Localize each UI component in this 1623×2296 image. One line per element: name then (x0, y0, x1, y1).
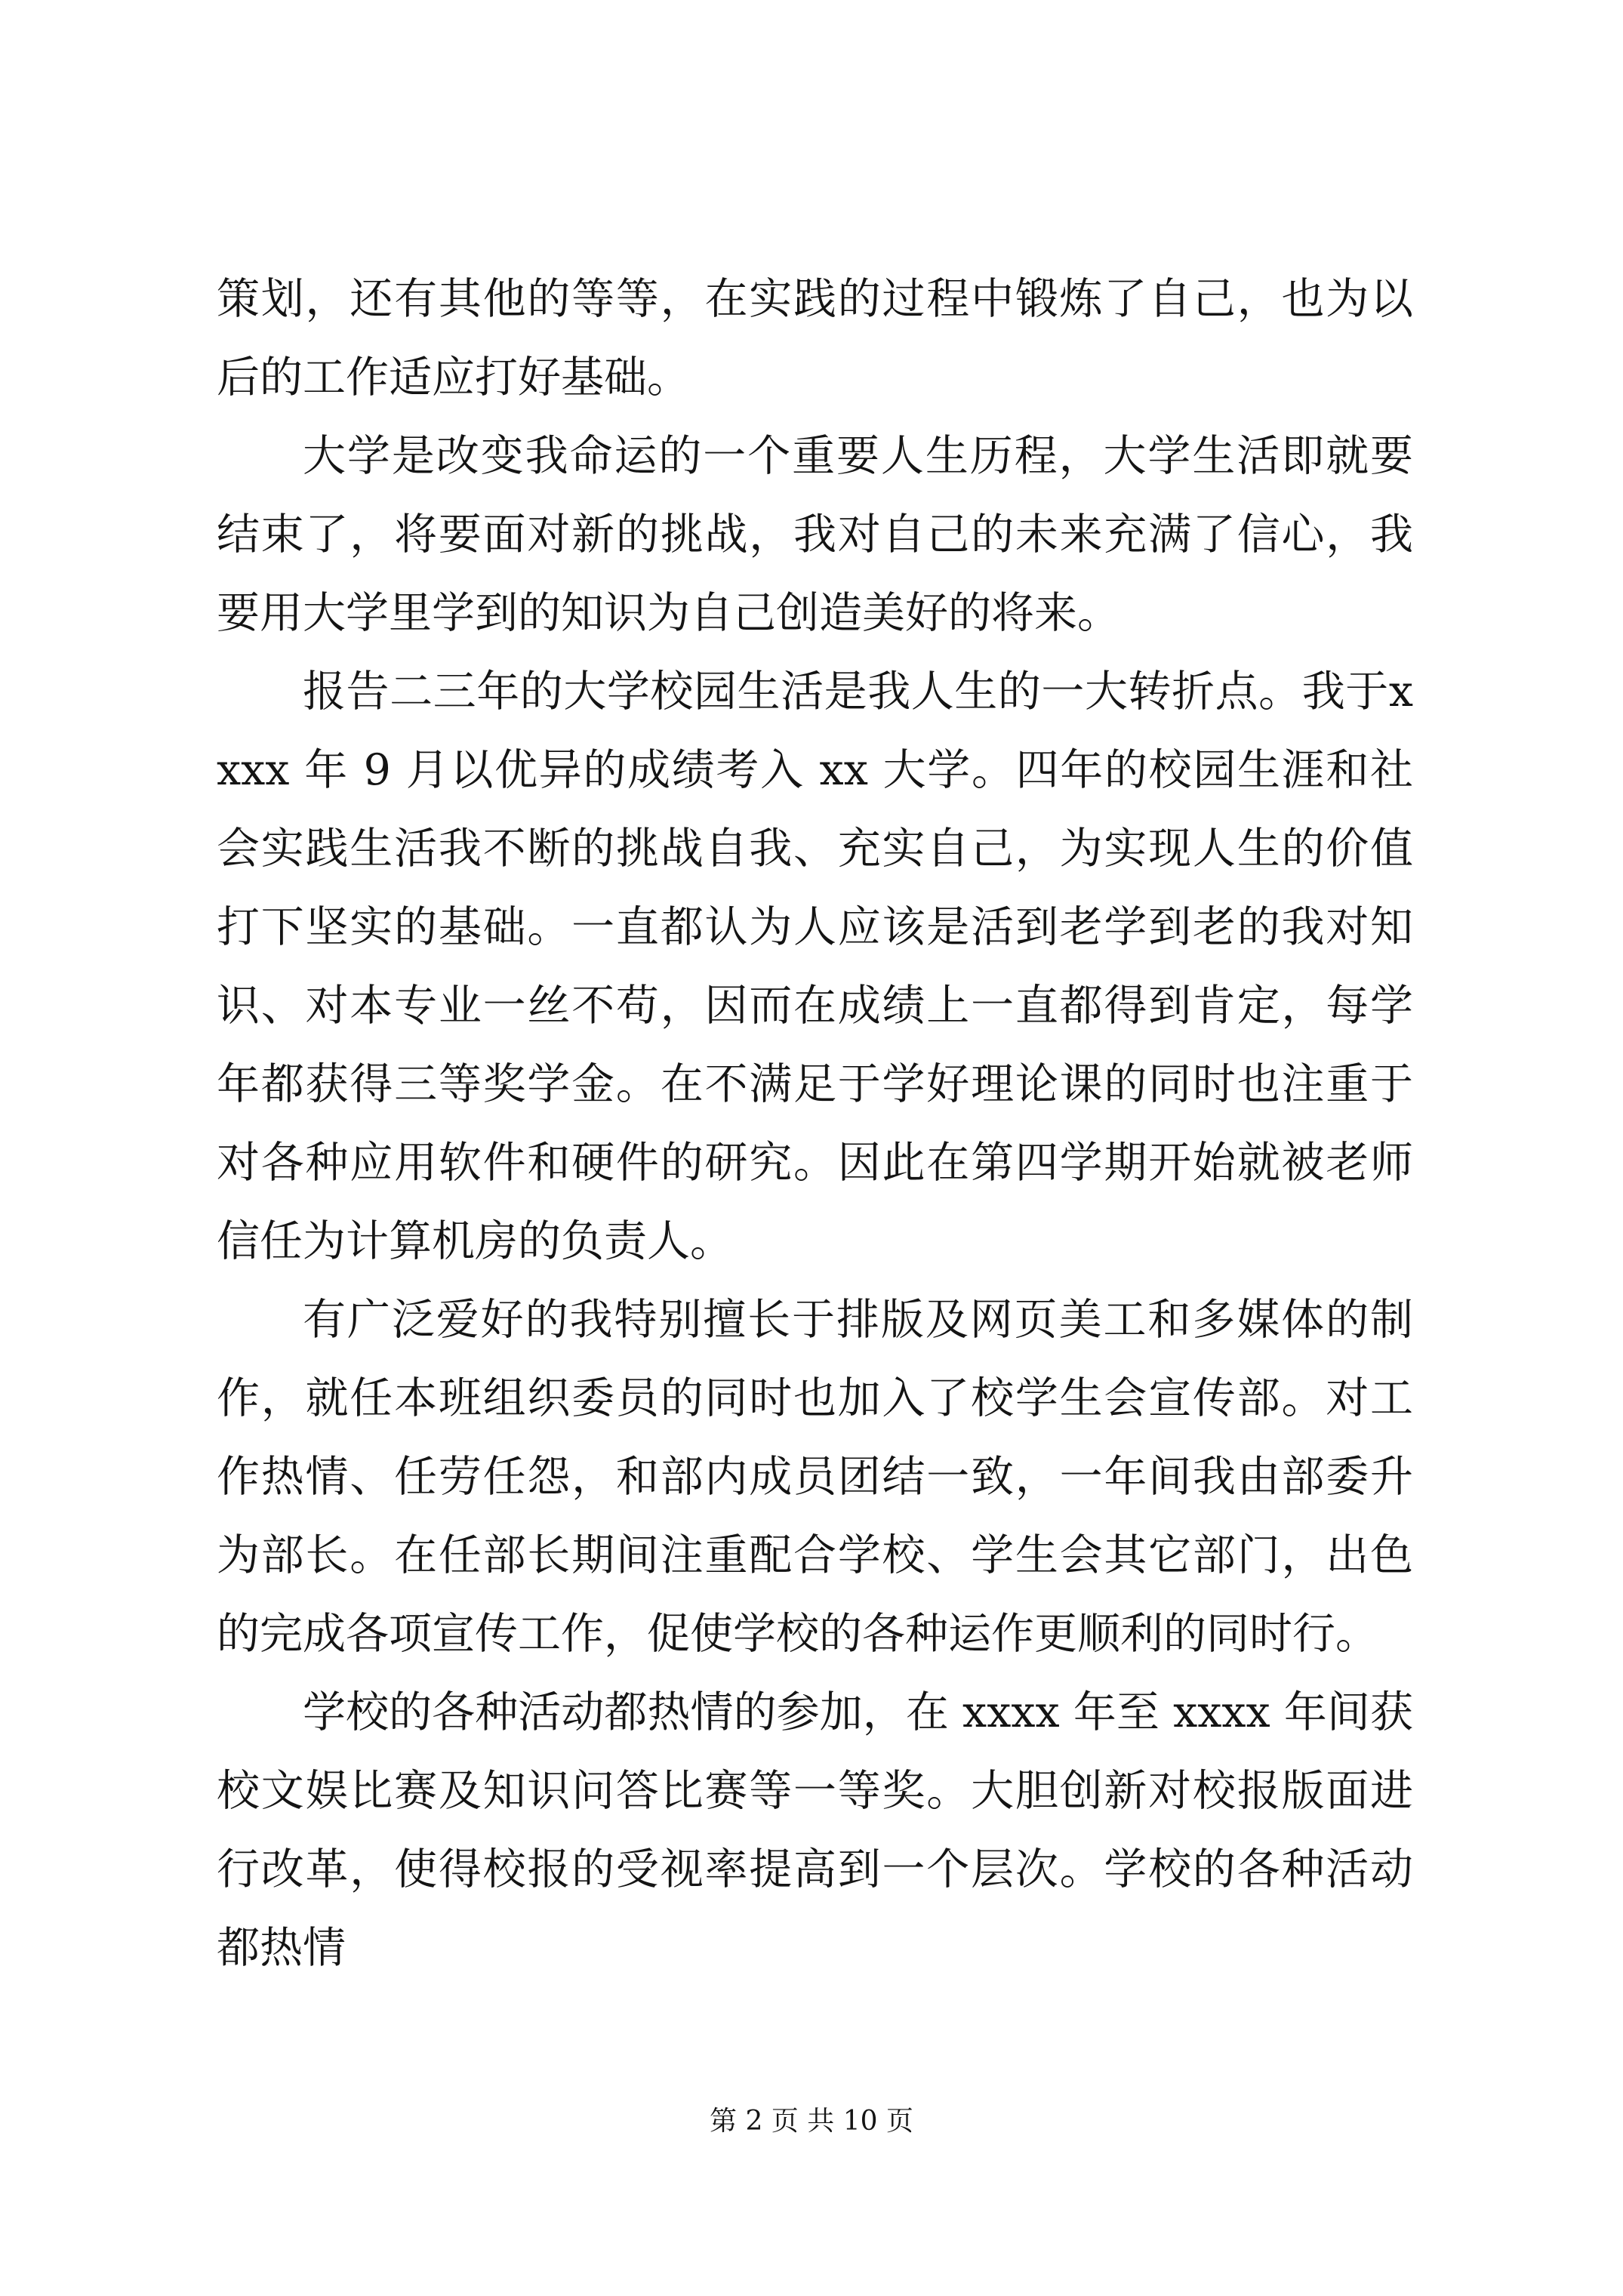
page-number-footer: 第 2 页 共 10 页 (710, 2106, 913, 2137)
paragraph-continuation: 策划，还有其他的等等，在实践的过程中锻炼了自己，也为以后的工作适应打好基础。 (217, 274, 1413, 402)
paragraph-school-activities: 学校的各种活动都热情的参加，在 xxxx 年至 xxxx 年间获校文娱比赛及知识问答比赛等一等奖。大胆创新对校报版面进行改革，使得校报的受视率提高到一个层次。学校的各种活动都热情 (217, 1687, 1413, 1973)
paragraph-propaganda-work: 有广泛爱好的我特别擅长于排版及网页美工和多媒体的制作，就任本班组织委员的同时也加入了校学生会宣传部。对工作热情、任劳任怨，和部内成员团结一致，一年间我由部委升为部长。在任部长期间注重配合学校、学生会其它部门，出色的完成各项宣传工作，促使学校的各种运作更顺利的同时行。 (217, 1295, 1413, 1659)
paragraph-university-life: 大学是改变我命运的一个重要人生历程，大学生活即就要结束了，将要面对新的挑战，我对自己的未来充满了信心，我要用大学里学到的知识为自己创造美好的将来。 (217, 431, 1413, 638)
document-body (217, 260, 1413, 1987)
paragraph-report-study: 报告二三年的大学校园生活是我人生的一大转折点。我于xxxx 年 9 月以优异的成绩考入 xx 大学。四年的校园生涯和社会实践生活我不断的挑战自我、充实自己，为实现人生的价值打下坚实的基础。一直都认为人应该是活到老学到老的我对知识、对本专业一丝不苟，因而在成绩上一直都得到肯定，每学年都获得三等奖学金。在不满足于学好理论课的同时也注重于对各种应用软件和硬件的研究。因此在第四学期开始就被老师信任为计算机房的负责人。 (217, 667, 1413, 1266)
